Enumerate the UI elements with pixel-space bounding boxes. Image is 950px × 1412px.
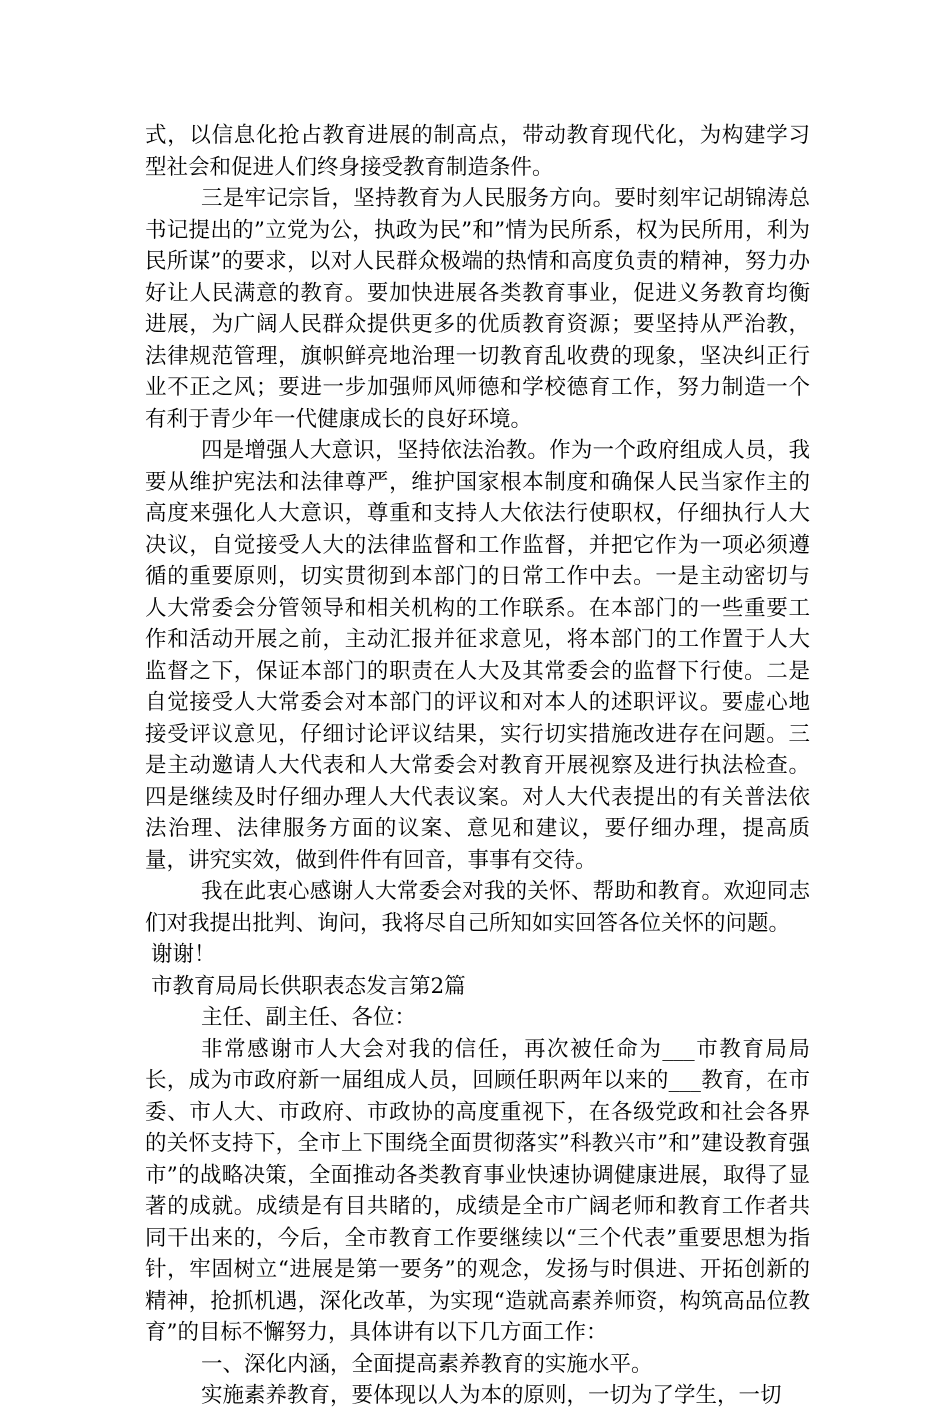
document-body xyxy=(145,120,810,1412)
paragraph-continuation: 式，以信息化抢占教育进展的制高点，带动教育现代化，为构建学习型社会和促进人们终身接受教育制造条件。 xyxy=(145,123,810,180)
paragraph-point-four: 四是增强人大意识，坚持依法治教。作为一个政府组成人员，我要从维护宪法和法律尊严，维护国家根本制度和确保人民当家作主的高度来强化人大意识，尊重和支持人大依法行使职权，仔细执行人大决议，自觉接受人大的法律监督和工作监督，并把它作为一项必须遵循的重要原则，切实贯彻到本部门的日常工作中去。一是主动密切与人大常委会分管领导和相关机构的工作联系。在本部门的一些重要工作和活动开展之前，主动汇报并征求意见，将本部门的工作置于人大监督之下，保证本部门的职责在人大及其常委会的监督下行使。二是自觉接受人大常委会对本部门的评议和对本人的述职评议。要虚心地接受评议意见，仔细讨论评议结果，实行切实措施改进存在问题。三是主动邀请人大代表和人大常委会对教育开展视察及进行执法检查。四是继续及时仔细办理人大代表议案。对人大代表提出的有关普法依法治理、法律服务方面的议案、意见和建议，要仔细办理，提高质量，讲究实效，做到件件有回音，事事有交待。 xyxy=(145,438,810,873)
paragraph-intro: 非常感谢市人大会对我的信任，再次被任命为___市教育局局长，成为市政府新一届组成人员，回顾任职两年以来的___教育，在市委、市人大、市政府、市政协的高度重视下，在各级党政和社会各界的关怀支持下，全市上下围绕全面贯彻落实”科教兴市”和”建设教育强市”的战略决策，全面推动各类教育事业快速协调健康进展，取得了显著的成就。成绩是有目共睹的，成绩是全市广阔老师和教育工作者共同干出来的，今后，全市教育工作要继续以“三个代表”重要思想为指针，牢固树立“进展是第一要务”的观念，发扬与时俱进、开拓创新的精神，抢抓机遇，深化改革，为实现“造就高素养师资，构筑高品位教育”的目标不懈努力，具体讲有以下几方面工作： xyxy=(145,1036,810,1345)
paragraph-subheading-one: 一、深化内涵，全面提高素养教育的实施水平。 xyxy=(201,1351,653,1377)
salutation: 主任、副主任、各位： xyxy=(201,1005,417,1030)
paragraph-thanks-committee: 我在此衷心感谢人大常委会对我的关怀、帮助和教育。欢迎同志们对我提出批判、询问，我将尽自己所知如实回答各位关怀的问题。 xyxy=(145,879,810,936)
paragraph-point-three: 三是牢记宗旨，坚持教育为人民服务方向。要时刻牢记胡锦涛总书记提出的”立党为公，执政为民”和”情为民所系，权为民所用，利为民所谋”的要求，以对人民群众极端的热情和高度负责的精神，努力办好让人民满意的教育。要加快进展各类教育事业，促进义务教育均衡进展，为广阔人民群众提供更多的优质教育资源；要坚持从严治教，法律规范管理，旗帜鲜亮地治理一切教育乱收费的现象，坚决纠正行业不正之风；要进一步加强师风师德和学校德育工作，努力制造一个有利于青少年一代健康成长的良好环境。 xyxy=(145,186,810,432)
section-title: 市教育局局长供职表态发言第2篇 xyxy=(151,973,466,999)
closing-thanks: 谢谢！ xyxy=(151,942,216,967)
paragraph-quality-education: 实施素养教育，要体现以人为本的原则，一切为了学生，一切 xyxy=(201,1383,782,1408)
